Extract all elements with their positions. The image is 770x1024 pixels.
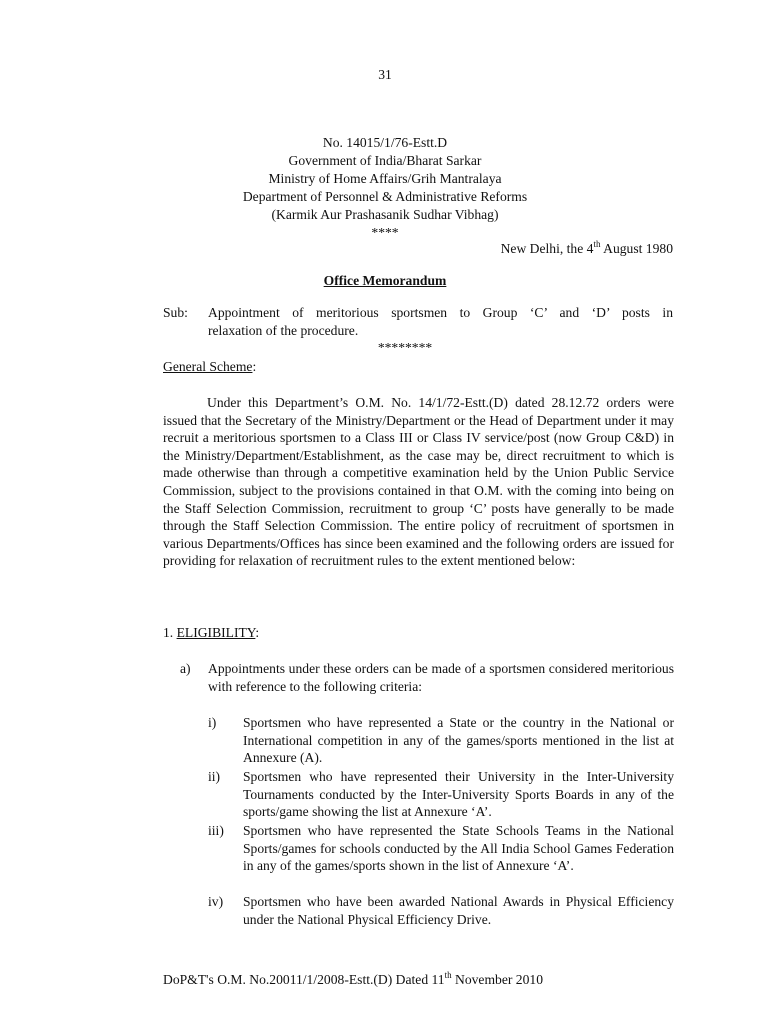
criterion-number: ii) — [208, 769, 221, 784]
header-vibhag: (Karmik Aur Prashasanik Sudhar Vibhag) — [271, 207, 499, 222]
header-ministry: Ministry of Home Affairs/Grih Mantralaya — [268, 171, 502, 186]
criterion-text: Sportsmen who have represented their University in the Inter-University Tournaments conducted by the Inter-University Sports Boards in any of the sports/game showing the list at Annexure ‘A’. — [243, 769, 674, 820]
header-stars: **** — [371, 225, 399, 240]
criterion-text: Sportsmen who have been awarded National Awards in Physical Efficiency under the National Physical Efficiency Drive. — [243, 894, 674, 927]
criterion-text: Sportsmen who have represented a State or the country in the National or International competition in any of the games/sports mentioned in the list at Annexure (A). — [243, 715, 674, 766]
subject-text — [208, 304, 673, 339]
page-number: 31 — [378, 67, 392, 82]
subject-stars: ******** — [377, 340, 433, 355]
item-a-label: a) — [180, 661, 191, 676]
section-eligibility-heading: 1. ELIGIBILITY: — [163, 625, 260, 640]
memo-title: Office Memorandum — [323, 273, 447, 288]
header-department: Department of Personnel & Administrative Reforms — [242, 189, 528, 204]
criterion-number: i) — [208, 715, 217, 730]
criterion-text: Sportsmen who have represented the State Schools Teams in the National Sports/games for schools conducted by the All India School Games Federation in any of the games/sports shown in the list of Annexure ‘A’. — [243, 823, 674, 874]
memo-date: New Delhi, the 4th August 1980 — [500, 239, 673, 256]
document-header — [0, 134, 770, 242]
subject-line-1: Appointment of meritorious sportsmen to Group ‘C’ and ‘D’ posts in — [208, 305, 673, 320]
header-government: Government of India/Bharat Sarkar — [288, 153, 482, 168]
criterion-number: iv) — [208, 894, 224, 909]
general-scheme-paragraph: Under this Department’s O.M. No. 14/1/72-Estt.(D) dated 28.12.72 orders were issued that the Secretary of the Ministry/Department or the Head of Department under it may recruit a meritorious sportsmen to a Class III or Class IV service/post (now Group C&D) in the Ministry/Department/Establishment, as the case may be, direct recruitment to which is made otherwise than through a competitive examination held by the Union Public Service Commission, subject to the provisions contained in that O.M. with the coming into being on the Staff Selection Commission, recruitment to group ‘C’ posts have generally to be made through the Staff Selection Commission. The entire policy of recruitment of sportsmen in various Departments/Offices has since been examined and the following orders are issued for providing for relaxation of recruitment rules to the extent mentioned below: — [163, 395, 674, 569]
general-scheme-heading: General Scheme: — [163, 359, 257, 374]
header-file-number: No. 14015/1/76-Estt.D — [322, 135, 448, 150]
subject-line-2: relaxation of the procedure. — [208, 322, 359, 338]
item-a-text: Appointments under these orders can be made of a sportsmen considered meritorious with reference to the following criteria: — [208, 661, 674, 694]
page-footer: DoP&T's O.M. No.20011/1/2008-Estt.(D) Dated 11th November 2010 — [163, 970, 543, 987]
subject-label: Sub: — [163, 305, 188, 320]
criterion-number: iii) — [208, 823, 224, 838]
